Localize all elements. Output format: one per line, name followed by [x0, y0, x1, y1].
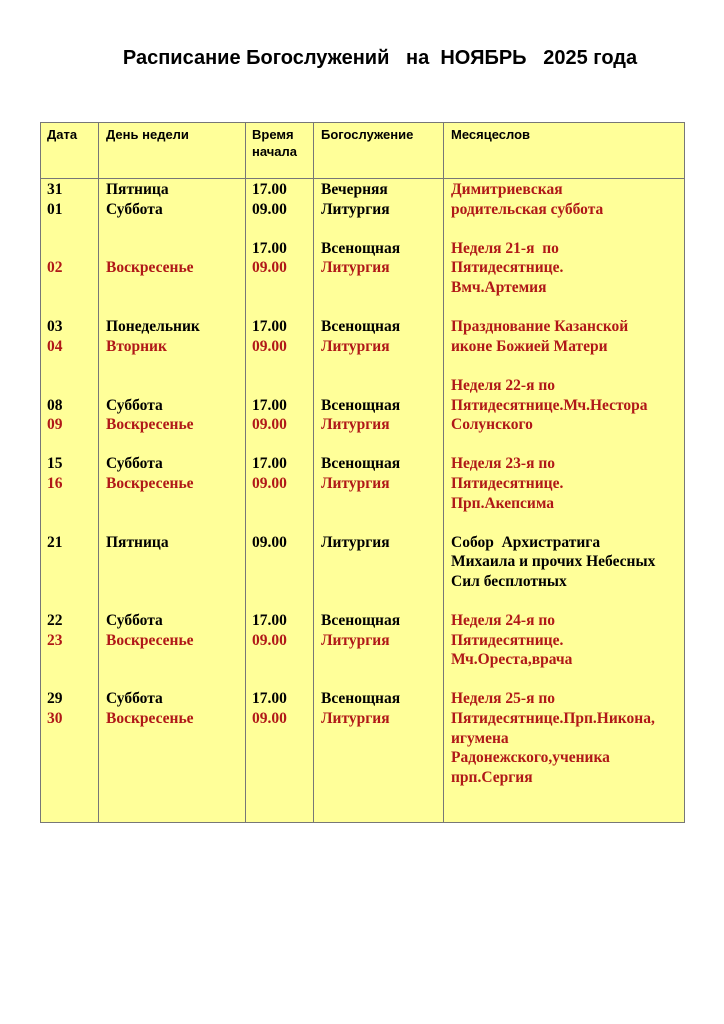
service-cell: [321, 513, 400, 533]
note-cell: [451, 356, 655, 376]
note-cell: Мч.Ореста,врача: [451, 651, 573, 669]
time-cell: [252, 670, 287, 690]
service-cell: [321, 650, 400, 670]
day-cell: [106, 650, 200, 670]
note-cell: Пятидесятнице.Мч.Нестора: [451, 396, 648, 414]
day-cell: [106, 494, 200, 514]
date-cell: [47, 670, 63, 690]
header-divider: [41, 178, 684, 179]
day-cell: Суббота: [106, 200, 163, 218]
date-cell: [47, 729, 63, 749]
note-cell: Солунского: [451, 416, 533, 434]
time-column: [252, 180, 287, 787]
date-cell: [47, 513, 63, 533]
note-cell: Неделя 25-я по: [451, 690, 556, 708]
time-cell: 09.00: [252, 533, 287, 551]
date-cell: 09: [47, 416, 63, 434]
note-cell: [451, 219, 655, 239]
time-cell: [252, 748, 287, 768]
service-cell: Литургия: [321, 259, 390, 277]
time-cell: [252, 591, 287, 611]
date-cell: 01: [47, 200, 63, 218]
time-cell: [252, 552, 287, 572]
time-cell: 17.00: [252, 239, 287, 257]
note-cell: Сил бесплотных: [451, 572, 567, 590]
day-cell: Пятница: [106, 533, 169, 551]
date-cell: [47, 435, 63, 455]
service-cell: [321, 748, 400, 768]
note-cell: [451, 670, 655, 690]
day-cell: [106, 435, 200, 455]
time-cell: [252, 219, 287, 239]
service-cell: Литургия: [321, 710, 390, 728]
date-cell: 31: [47, 181, 63, 198]
date-cell: [47, 552, 63, 572]
time-cell: [252, 572, 287, 592]
service-cell: Всенощная: [321, 612, 401, 630]
date-cell: 23: [47, 631, 63, 649]
service-cell: [321, 494, 400, 514]
note-cell: [451, 591, 655, 611]
page-title: Расписание Богослужений на НОЯБРЬ 2025 года: [122, 47, 638, 69]
day-cell: [106, 298, 200, 318]
header-time: [252, 126, 297, 160]
day-cell: [106, 748, 200, 768]
day-cell: [106, 219, 200, 239]
header-time-line2: начала: [252, 144, 298, 159]
time-cell: [252, 768, 287, 788]
header-note: Месяцеслов: [451, 127, 531, 142]
service-cell: [321, 376, 400, 396]
time-cell: 09.00: [252, 259, 287, 277]
day-cell: [106, 591, 200, 611]
time-cell: [252, 278, 287, 298]
time-cell: 09.00: [252, 416, 287, 434]
note-cell: Неделя 21-я по: [451, 239, 559, 257]
day-cell: [106, 376, 200, 396]
day-cell: Воскресенье: [106, 710, 194, 728]
day-cell: [106, 670, 200, 690]
service-cell: Всенощная: [321, 690, 401, 708]
date-cell: 21: [47, 533, 63, 551]
date-cell: [47, 748, 63, 768]
day-cell: [106, 552, 200, 572]
day-cell: [106, 768, 200, 788]
date-cell: [47, 494, 63, 514]
service-cell: [321, 298, 400, 318]
date-cell: 15: [47, 455, 63, 473]
time-cell: 17.00: [252, 181, 287, 198]
service-cell: [321, 729, 400, 749]
date-cell: [47, 650, 63, 670]
time-cell: [252, 435, 287, 455]
service-cell: [321, 552, 400, 572]
service-cell: [321, 219, 400, 239]
date-cell: 30: [47, 710, 63, 728]
time-cell: 09.00: [252, 710, 287, 728]
date-cell: [47, 298, 63, 318]
date-cell: 02: [47, 259, 63, 277]
service-cell: Всенощная: [321, 396, 401, 414]
time-cell: 09.00: [252, 200, 287, 218]
day-cell: Понедельник: [106, 318, 200, 336]
day-column: [106, 180, 200, 787]
date-cell: [47, 376, 63, 396]
note-cell: Димитриевская: [451, 181, 563, 198]
time-cell: [252, 650, 287, 670]
service-cell: Литургия: [321, 337, 390, 355]
day-cell: Суббота: [106, 396, 163, 414]
time-cell: 09.00: [252, 474, 287, 492]
time-cell: [252, 494, 287, 514]
service-cell: [321, 768, 400, 788]
note-cell: прп.Сергия: [451, 768, 533, 786]
day-cell: Суббота: [106, 612, 163, 630]
note-cell: Собор Архистратига: [451, 533, 601, 551]
day-cell: Воскресенье: [106, 259, 194, 277]
header-date: Дата: [47, 127, 78, 142]
day-cell: Воскресенье: [106, 631, 194, 649]
note-cell: Пятидесятнице.: [451, 631, 564, 649]
note-cell: Пятидесятнице.Прп.Никона,: [451, 710, 655, 728]
note-cell: [451, 298, 655, 318]
note-cell: Неделя 24-я по: [451, 612, 556, 630]
service-cell: [321, 356, 400, 376]
service-cell: Вечерняя: [321, 181, 388, 198]
note-cell: Пятидесятнице.: [451, 259, 564, 277]
note-cell: Неделя 22-я по: [451, 376, 556, 394]
date-cell: [47, 572, 63, 592]
day-cell: Воскресенье: [106, 416, 194, 434]
time-cell: 17.00: [252, 318, 287, 336]
day-cell: [106, 572, 200, 592]
service-cell: Литургия: [321, 200, 390, 218]
day-cell: [106, 239, 200, 259]
time-cell: 09.00: [252, 337, 287, 355]
note-cell: игумена: [451, 729, 509, 747]
time-cell: [252, 729, 287, 749]
day-cell: [106, 729, 200, 749]
note-cell: Пятидесятнице.: [451, 474, 564, 492]
day-cell: Вторник: [106, 337, 167, 355]
note-cell: Прп.Акепсима: [451, 494, 555, 512]
note-cell: [451, 513, 655, 533]
date-column: [47, 180, 63, 787]
column-divider: [98, 123, 99, 822]
time-cell: 17.00: [252, 690, 287, 708]
schedule-table: [40, 122, 685, 823]
note-cell: Радонежского,ученика: [451, 749, 610, 767]
service-cell: [321, 278, 400, 298]
header-service: Богослужение: [321, 127, 414, 142]
date-cell: 29: [47, 690, 63, 708]
date-cell: [47, 591, 63, 611]
date-cell: [47, 219, 63, 239]
date-cell: 04: [47, 337, 63, 355]
service-cell: [321, 572, 400, 592]
day-cell: Суббота: [106, 690, 163, 708]
note-cell: [451, 435, 655, 455]
service-cell: Литургия: [321, 416, 390, 434]
time-cell: [252, 356, 287, 376]
day-cell: [106, 278, 200, 298]
date-cell: 22: [47, 612, 63, 630]
service-cell: Всенощная: [321, 318, 401, 336]
note-cell: Празднование Казанской: [451, 318, 629, 336]
service-cell: Всенощная: [321, 239, 401, 257]
header-day: День недели: [106, 127, 189, 142]
time-cell: 17.00: [252, 612, 287, 630]
service-cell: Литургия: [321, 533, 390, 551]
service-cell: Литургия: [321, 631, 390, 649]
note-cell: Вмч.Артемия: [451, 278, 547, 296]
service-cell: Литургия: [321, 474, 390, 492]
note-column: [451, 180, 655, 787]
column-divider: [245, 123, 246, 822]
date-cell: 16: [47, 474, 63, 492]
date-cell: 03: [47, 318, 63, 336]
note-cell: родительская суббота: [451, 200, 604, 218]
time-cell: [252, 298, 287, 318]
date-cell: [47, 278, 63, 298]
day-cell: Пятница: [106, 181, 169, 198]
time-cell: [252, 513, 287, 533]
service-cell: [321, 591, 400, 611]
day-cell: [106, 513, 200, 533]
day-cell: Суббота: [106, 455, 163, 473]
time-cell: 17.00: [252, 396, 287, 414]
service-cell: [321, 670, 400, 690]
column-divider: [313, 123, 314, 822]
note-cell: иконе Божией Матери: [451, 337, 608, 355]
time-cell: 17.00: [252, 455, 287, 473]
note-cell: Михаила и прочих Небесных: [451, 553, 656, 571]
column-divider: [443, 123, 444, 822]
time-cell: [252, 376, 287, 396]
note-cell: Неделя 23-я по: [451, 455, 556, 473]
service-cell: [321, 435, 400, 455]
service-column: [321, 180, 400, 787]
date-cell: [47, 768, 63, 788]
header-time-line1: Время: [252, 127, 294, 142]
day-cell: [106, 356, 200, 376]
time-cell: 09.00: [252, 631, 287, 649]
day-cell: Воскресенье: [106, 474, 194, 492]
date-cell: [47, 239, 63, 259]
date-cell: [47, 356, 63, 376]
service-cell: Всенощная: [321, 455, 401, 473]
date-cell: 08: [47, 396, 63, 414]
